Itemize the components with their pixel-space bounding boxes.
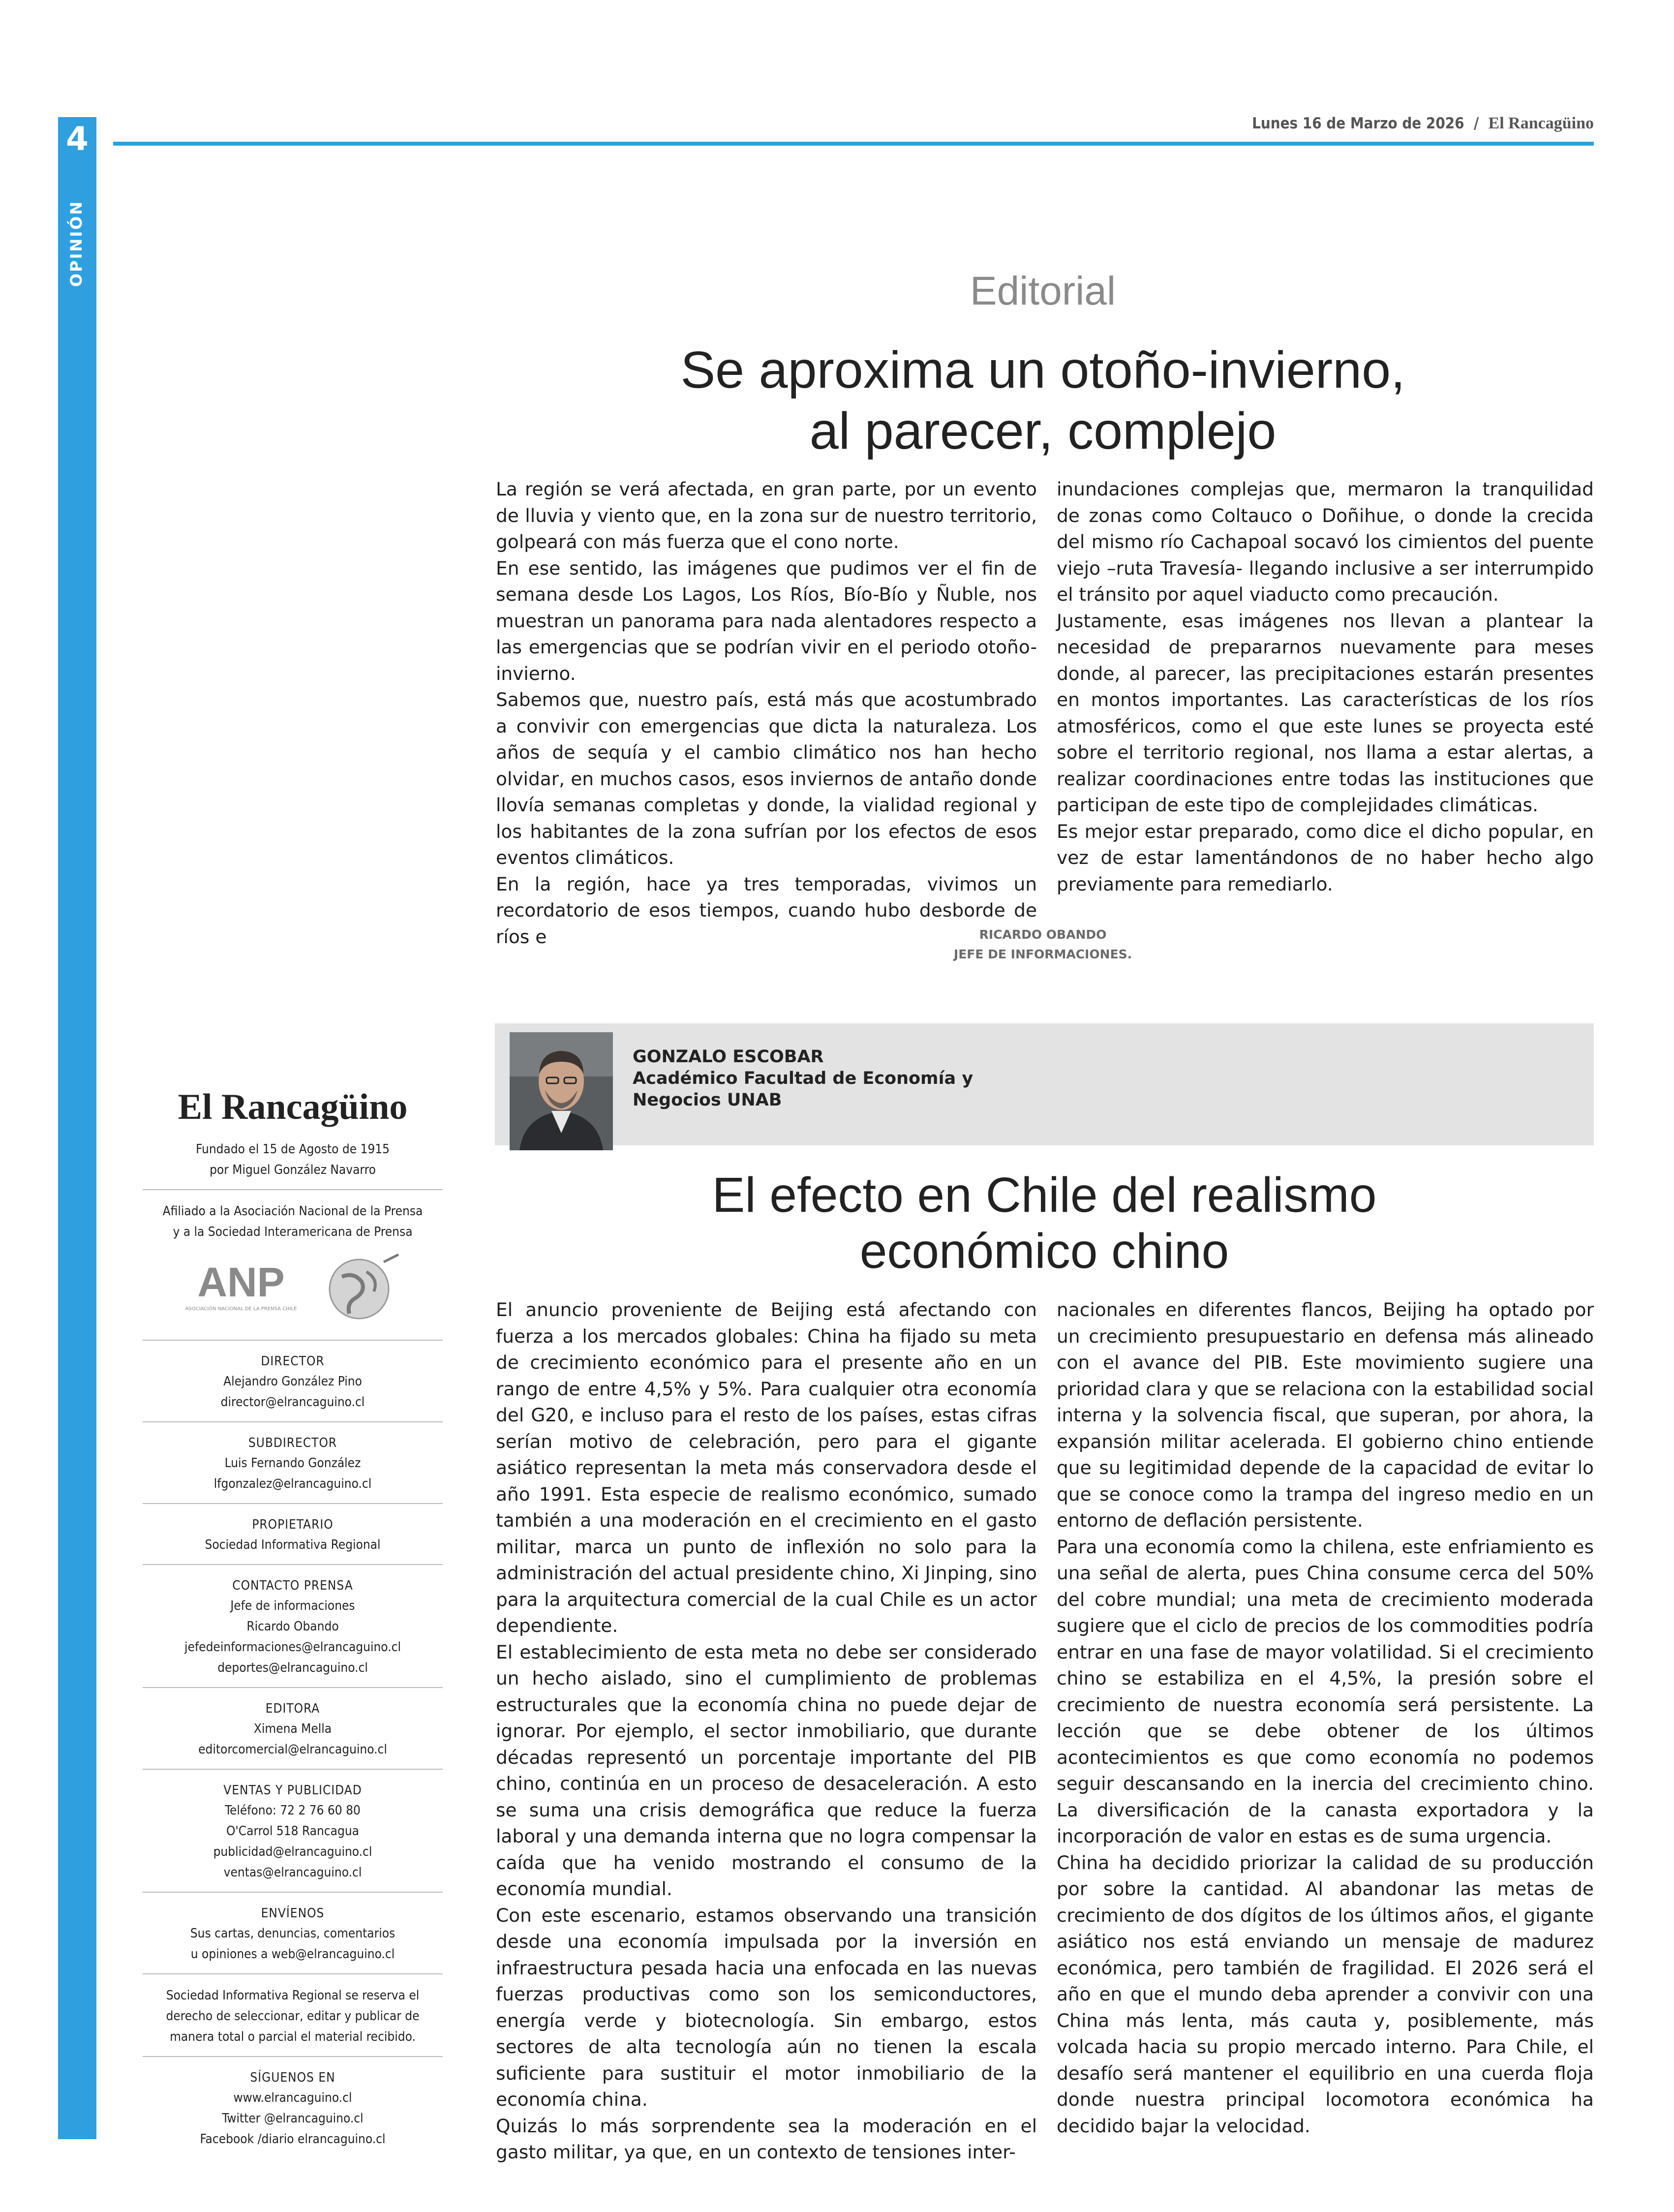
- paragraph: Quizás lo más sorprendente sea la moderación en el gasto militar, ya que, en un contexto de tensiones inter-: [496, 2115, 1037, 2163]
- divider: [143, 1421, 443, 1422]
- paragraph: Para una economía como la chilena, este enfriamiento es una señal de alerta, pues China consume cerca del 50% del cobre mundial; una meta de crecimiento moderada sugiere que el ciclo de precios de los commodities podría entrar en una fase de mayor volatilidad. Si el crecimiento chino se estabiliza en el 4,5%, la presión sobre el crecimiento de nuestra economía será persistente. La lección que se debe obtener de los últimos acontecimientos es que como economía no podemos seguir descansando en la inercia del crecimiento chino. La diversificación de la canasta exportadora y la incorporación de valor en estas es de suma urgencia.: [1057, 1536, 1594, 1847]
- anp-logo-subtitle: ASOCIACIÓN NACIONAL DE LA PRENSA CHILE: [185, 1306, 297, 1312]
- paragraph: Es mejor estar preparado, como dice el dicho popular, en vez de estar lamentándonos de no haber hecho algo previamente para remediarlo.: [1057, 820, 1594, 895]
- follow-facebook: Facebook /diario elrancaguino.cl: [200, 2132, 386, 2147]
- header-publication: El Rancagüino: [1488, 114, 1594, 132]
- opinion-title: [495, 1167, 1594, 1279]
- opinion-title-line1: El efecto en Chile del realismo: [712, 1167, 1377, 1223]
- paragraph: Con este escenario, estamos observando una transición desde una economía impulsada por la inversión en infraestructura pesada hacia una enfocada en las nuevas fuerzas productivas como son los semiconductores, energía verde y biotecnología. Sin embargo, estos sectores de alta tecnología aún no tienen la escala suficiente para sustituir el motor inmobiliario de la economía china.: [496, 1904, 1037, 2110]
- press-email: jefedeinformaciones@elrancaguino.cl: [184, 1640, 401, 1655]
- anp-sip-logos-icon: [143, 1242, 443, 1331]
- divider: [143, 1340, 443, 1341]
- owner-label: PROPIETARIO: [252, 1517, 334, 1532]
- editorial-signature: [492, 925, 1594, 964]
- paragraph: En ese sentido, las imágenes que pudimos ver el fin de semana desde Los Lagos, Los Ríos, Bío-Bío y Ñuble, nos muestran un panorama para nada alentadores respecto a las emergencias que se podrían vivir en el periodo otoño-invierno.: [496, 557, 1037, 684]
- follow-twitter: Twitter @elrancaguino.cl: [222, 2111, 364, 2126]
- signature-name: RICARDO OBANDO: [979, 927, 1107, 942]
- sip-globe-icon: [330, 1260, 389, 1319]
- press-role: Jefe de informaciones: [230, 1598, 355, 1613]
- sales-email: publicidad@elrancaguino.cl: [213, 1844, 372, 1859]
- author-photo: [510, 1032, 613, 1150]
- director-name: Alejandro González Pino: [223, 1374, 362, 1389]
- divider: [143, 1564, 443, 1565]
- editorial-kicker: Editorial: [970, 269, 1116, 313]
- editorial-column-1: [496, 476, 1037, 950]
- paragraph: El establecimiento de esta meta no debe ser considerado un hecho aislado, sino el cumplimiento de problemas estructurales que la economía china no puede dejar de ignorar. Por ejemplo, el sector inmobiliario, que durante décadas representó un porcentaje importante del PIB chino, continúa en un proceso de desaceleración. A esto se suma una crisis demográfica que reduce la fuerza laboral y una demanda interna que no logra compensar la caída que ha venido mostrando el consumo de la economía mundial.: [496, 1641, 1037, 1900]
- divider: [143, 1189, 443, 1190]
- opinion-column-1: [496, 1297, 1037, 2166]
- section-strip: [58, 117, 96, 2139]
- divider: [143, 1769, 443, 1770]
- press-name: Ricardo Obando: [246, 1619, 339, 1634]
- editorial-title: [492, 339, 1594, 461]
- subdirector-email: lfgonzalez@elrancaguino.cl: [213, 1476, 372, 1491]
- press-email: deportes@elrancaguino.cl: [217, 1660, 368, 1675]
- divider: [143, 2056, 443, 2057]
- rights-line: derecho de seleccionar, editar y publicar de: [166, 2009, 420, 2024]
- section-label: OPINIÓN: [67, 200, 86, 287]
- founded-line1: Fundado el 15 de Agosto de 1915: [195, 1142, 390, 1157]
- signature-role: JEFE DE INFORMACIONES.: [953, 947, 1132, 961]
- send-line: u opiniones a web@elrancaguino.cl: [190, 1947, 395, 1962]
- director-email: director@elrancaguino.cl: [220, 1395, 365, 1410]
- paragraph: nacionales en diferentes flancos, Beijing ha optado por un crecimiento presupuestario en defensa más alineado con el avance del PIB. Este movimiento sugiere una prioridad clara y que se relaciona con la estabilidad social interna y la solvencia fiscal, que superan, por ahora, la expansión militar acelerada. El gobierno chino entiende que su legitimidad depende de la capacidad de evitar lo que se conoce como la trampa del ingreso medio en un entorno de deflación persistente.: [1057, 1299, 1594, 1531]
- sales-phone: Teléfono: 72 2 76 60 80: [225, 1803, 361, 1818]
- owner-name: Sociedad Informativa Regional: [205, 1537, 381, 1552]
- opinion-column-2: [1057, 1297, 1594, 2139]
- paragraph: El anuncio proveniente de Beijing está afectando con fuerza a los mercados globales: China ha fijado su meta de crecimiento económico para el presente año en un rango de entre 4,5% y 5%. Para cualquier otra economía del G20, e incluso para el resto de los países, estas cifras serían motivo de celebración, pero para el gigante asiático representan la meta más conservadora desde el año 1991. Esta especie de realismo económico, sumado también a una moderación en el crecimiento en el gasto militar, marca un punto de inflexión no solo para la administración del actual presidente chino, Xi Jinping, sino para la arquitectura comercial de la cual Chile es un actor dependiente.: [496, 1299, 1037, 1636]
- divider: [143, 1973, 443, 1974]
- author-name: GONZALO ESCOBAR: [633, 1047, 824, 1067]
- paragraph: China ha decidido priorizar la calidad de su producción por sobre la cantidad. Al abandonar las metas de crecimiento de dos dígitos de los últimos años, el gigante asiático nos está enviando un mensaje de madurez económica, pero también de fragilidad. El 2026 será el año en que el mundo deba aprender a convivir con una China más lenta, más cauta y, posiblemente, más volcada hacia su propio mercado interno. Para Chile, el desafío será mantener el equilibrio en una cuerda floja donde nuestra principal locomotora económica ha decidido bajar la velocidad.: [1057, 1851, 1594, 2137]
- paragraph: inundaciones complejas que, mermaron la tranquilidad de zonas como Coltauco o Doñihue, o donde la crecida del mismo río Cachapoal socavó los cimientos del puente viejo –ruta Travesía- llegando inclusive a ser interrumpido el tránsito por aquel viaducto como precaución.: [1057, 478, 1594, 605]
- header-rule: [113, 142, 1594, 146]
- follow-label: SÍGUENOS EN: [250, 2070, 335, 2085]
- divider: [143, 1503, 443, 1504]
- sales-email: ventas@elrancaguino.cl: [223, 1865, 362, 1880]
- author-role: Académico Facultad de Economía y Negocios UNAB: [633, 1069, 974, 1110]
- founded-line2: por Miguel González Navarro: [210, 1163, 376, 1177]
- paragraph: La región se verá afectada, en gran parte, por un evento de lluvia y viento que, en la zona sur de nuestro territorio, golpeará con más fuerza que el cono norte.: [496, 478, 1037, 553]
- paragraph: Sabemos que, nuestro país, está más que acostumbrado a convivir con emergencias que dicta la naturaleza. Los años de sequía y el cambio climático nos han hecho olvidar, en muchos casos, esos inviernos de antaño donde llovía semanas completas y donde, la vialidad regional y los habitantes de la zona sufrían por los efectos de esos eventos climáticos.: [496, 689, 1037, 868]
- divider: [143, 1687, 443, 1688]
- rights-line: manera total o parcial el material recibido.: [170, 2029, 416, 2044]
- subdirector-label: SUBDIRECTOR: [248, 1436, 337, 1450]
- rights-line: Sociedad Informativa Regional se reserva el: [166, 1988, 420, 2003]
- press-label: CONTACTO PRENSA: [232, 1578, 353, 1593]
- affiliation-line2: y a la Sociedad Interamericana de Prensa: [173, 1225, 413, 1239]
- editor-email: editorcomercial@elrancaguino.cl: [198, 1742, 387, 1757]
- sales-label: VENTAS Y PUBLICIDAD: [223, 1783, 362, 1798]
- anp-logo-icon: ANP: [197, 1259, 285, 1305]
- divider: [143, 1892, 443, 1893]
- header-separator: /: [1473, 115, 1479, 132]
- send-line: Sus cartas, denuncias, comentarios: [190, 1926, 396, 1941]
- editorial-title-line2: al parecer, complejo: [809, 402, 1277, 460]
- sales-address: O'Carrol 518 Rancagua: [226, 1824, 360, 1839]
- masthead: [143, 1085, 443, 2150]
- director-label: DIRECTOR: [261, 1354, 325, 1369]
- page-header: [1252, 114, 1594, 133]
- editorial-column-2: [1057, 476, 1594, 897]
- affiliation-line1: Afiliado a la Asociación Nacional de la Prensa: [162, 1204, 423, 1219]
- author-portrait-icon: [510, 1032, 613, 1150]
- paragraph: Justamente, esas imágenes nos llevan a plantear la necesidad de prepararnos nuevamente para meses donde, al parecer, las precipitaciones estarán presentes en montos importantes. Las características de los ríos atmosféricos, como el que este lunes se proyecta esté sobre el territorio regional, nos llama a estar alertas, a realizar coordinaciones entre todas las instituciones que participan de este tipo de complejidades climáticas.: [1057, 610, 1594, 816]
- follow-web: www.elrancaguino.cl: [233, 2090, 352, 2105]
- opinion-title-line2: económico chino: [859, 1224, 1229, 1279]
- paragraph: En la región, hace ya tres temporadas, vivimos un recordatorio de esos tiempos, cuando hubo desborde de ríos e: [496, 873, 1037, 948]
- editorial-title-line1: Se aproxima un otoño-invierno,: [680, 341, 1405, 399]
- masthead-logo: El Rancagüino: [178, 1087, 408, 1127]
- header-date: Lunes 16 de Marzo de 2026: [1252, 115, 1464, 132]
- page-number: 4: [66, 120, 89, 158]
- editor-name: Ximena Mella: [253, 1721, 332, 1736]
- subdirector-name: Luis Fernando González: [224, 1456, 361, 1471]
- affiliation-logos: [143, 1242, 443, 1331]
- send-label: ENVÍENOS: [261, 1906, 325, 1921]
- editor-label: EDITORA: [265, 1701, 320, 1716]
